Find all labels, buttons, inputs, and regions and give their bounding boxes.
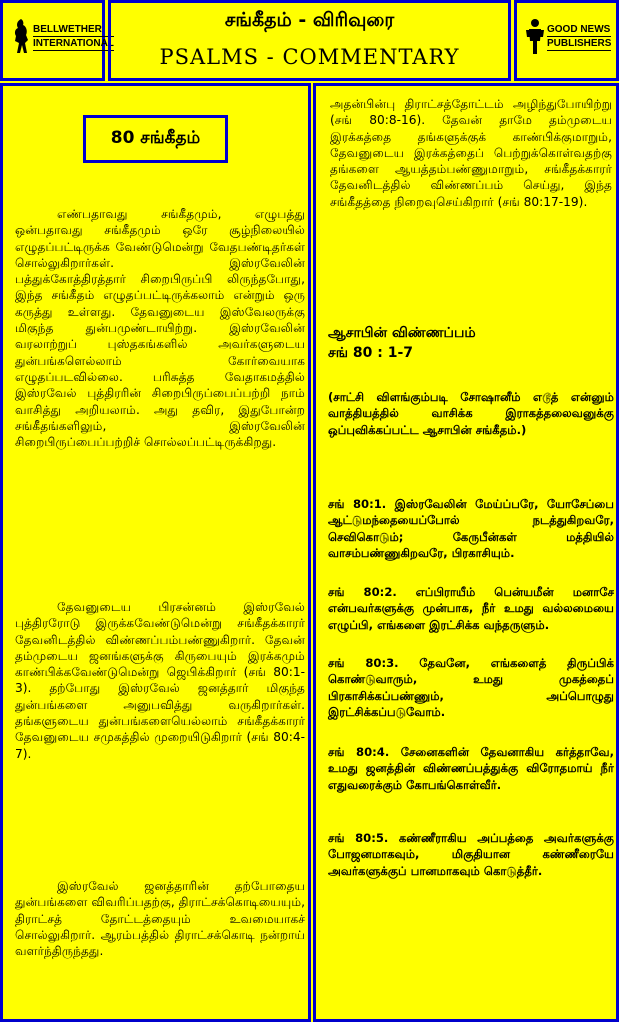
good-news-figure-icon: [525, 17, 545, 57]
commentary-paragraph-1: எண்பதாவது சங்கீதமும், எழுபத்து ஒன்பதாவது சங்கீதமும் ஒரே சூழ்நிலையில் எழுதப்பட்டிருக்க வேண்டுமென்று வேதபண்டிதர்கள் சொல்லுகிறார்கள். இஸ்ரவேலின் பத்துக்கோத்திரத்தார் சிறைபிருப்பி லிருந்தபோது, இந்த சங்கீதம் எழுதப்பட்டிருக்கலாம் என்றும் ஒரு கருத்து உள்ளது. தேவனுடைய இஸ்வேலருக்கு மிகுந்த துன்பமுண்டாயிற்று. இஸ்ரவேலின் வரலாற்றுப் புஸ்தகங்களில் அவர்களுடைய துன்பங்களெல்லாம் கோர்வையாக எழுதப்படவில்லை. பரிசுத்த வேதாகமத்தில் இஸ்ரவேல் புத்திரரின் சிறைபிருப்பைப்பற்றி நாம் வாசித்து அறியலாம். அது தவிர, இதுபோன்ற சங்கீதங்களிலும், இஸ்ரவேலின் சிறைபிருப்பைப்பற்றிச் சொல்லப்பட்டிருக்கிறது.: [15, 207, 305, 450]
psalm-superscription: (சாட்சி விளங்கும்படி சோஷானீம் எடூத் என்னும் வாத்தியத்தில் வாசிக்க இராகத்தலைவனுக்கு ஒப்புவிக்கப்பட்ட ஆசாபின் சங்கீதம்.): [328, 390, 614, 437]
page-title-english: PSALMS - COMMENTARY: [159, 45, 460, 69]
logo-right-line2: PUBLISHERS: [547, 38, 612, 49]
logo-left-line1: BELLWETHER: [33, 23, 114, 37]
verse-5: சங் 80:5. கண்ணீராகிய அப்பத்தை அவர்களுக்கு போஜனமாகவும், மிகுதியான கண்ணீரையே அவர்களுக்குப் பானமாகவும் கொடுத்தீர்.: [328, 831, 614, 878]
header-title-panel: [108, 0, 511, 81]
section-title: [328, 323, 476, 363]
psalm-heading: 80 சங்கீதம்: [83, 115, 228, 163]
logo-left-line2: INTERNATIONAL: [33, 38, 114, 49]
page-title-tamil: சங்கீதம் - விரிவுரை: [224, 9, 395, 31]
verse-1: சங் 80:1. இஸ்ரவேலின் மேய்ப்பரே, யோசேப்பை ஆட்டுமந்தையைப்போல் நடத்துகிறவரே, செவிகொடும்; கேருபீன்கள் மத்தியில் வாசம்பண்ணுகிறவரே, பிரகாசியும்.: [328, 497, 614, 561]
commentary-paragraph-2: தேவனுடைய பிரசன்னம் இஸ்ரவேல் புத்திரரோடு இருக்கவேண்டுமென்று சங்கீதக்காரர் தேவனிடத்தில் விண்ணப்பம்பண்ணுகிறார். தேவன் தம்முடைய ஜனங்களுக்கு கிருபையும் இரக்கமும் காண்பிக்கவேண்டுமென்று ஜெபிக்கிறார் (சங் 80:1-3). தற்போது இஸ்ரவேல் ஜனத்தார் மிகுந்த துன்பங்களை அனுபவித்து வருகிறார்கள். தங்களுடைய துன்பங்களையெல்லாம் சங்கீதக்காரர் தேவனுடைய சமுகத்தில் முறையிடுகிறார் (சங் 80:4-7).: [15, 600, 305, 761]
bellwether-logo: [11, 17, 114, 57]
commentary-paragraph-4: அதன்பின்பு திராட்சத்தோட்டம் அழிந்துபோயிற்று (சங் 80:8-16). தேவன் தாமே தம்முடைய இரக்கத்தை தங்களுக்குக் காண்பிக்குமாறும், தேவனுடைய இரக்கத்தைப் பெற்றுக்கொள்வதற்கு தங்களை ஆயத்தம்பண்ணுமாறும், சங்கீதக்காரர் தேவனிடத்தில் விண்ணப்பம் செய்து, இந்த சங்கீதத்தை நிறைவுசெய்கிறார் (சங் 80:17-19).: [330, 97, 612, 209]
section-title-line1: ஆசாபின் விண்ணப்பம்: [328, 325, 476, 341]
verse-4: சங் 80:4. சேனைகளின் தேவனாகிய கர்த்தாவே, உமது ஜனத்தின் விண்ணப்பத்துக்கு விரோதமாய் நீர் எதுவரைக்கும் கோபங்கொள்வீர்.: [328, 745, 614, 792]
verse-2: சங் 80:2. எப்பிராயீம் பென்யமீன் மனாசே என்பவர்களுக்கு முன்பாக, நீர் உமது வல்லமையை எழுப்பி, எங்களை இரட்சிக்க வந்தருளும்.: [328, 585, 614, 632]
bellwether-ram-icon: [11, 17, 31, 57]
section-title-line2: சங் 80 : 1-7: [328, 345, 414, 361]
header-right-panel: [514, 0, 619, 81]
verse-3: சங் 80:3. தேவனே, எங்களைத் திருப்பிக் கொண்டுவாரும், உமது முகத்தைப் பிரகாசிக்கப்பண்ணும், அப்பொழுது இரட்சிக்கப்படுவோம்.: [328, 656, 614, 720]
good-news-logo: [525, 17, 611, 57]
left-column: [0, 83, 311, 1022]
commentary-paragraph-3: இஸ்ரவேல் ஜனத்தாரின் தற்போதைய துன்பங்களை விவரிப்பதற்கு, திராட்சக்கொடியையும், திராட்சத் தோட்டத்தையும் உவமையாகச் சொல்லுகிறார். ஆரம்பத்தில் திராட்சக்கொடி நன்றாய் வளர்ந்திருந்தது.: [15, 879, 305, 959]
logo-right-line1: GOOD NEWS: [547, 24, 611, 35]
right-column: [313, 83, 619, 1022]
header-left-panel: [0, 0, 114, 81]
